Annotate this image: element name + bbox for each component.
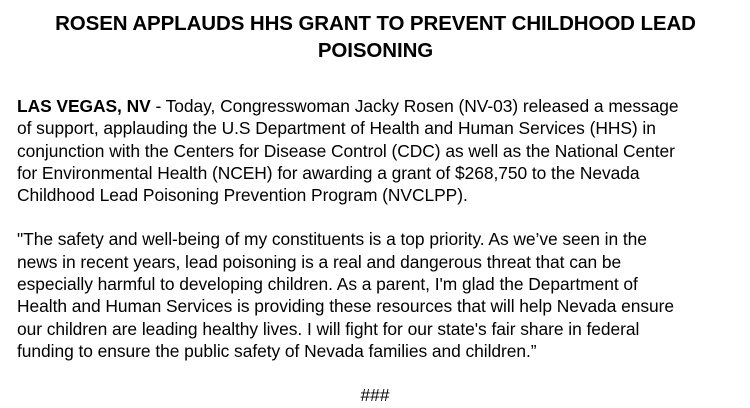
- press-release-title: [17, 10, 734, 64]
- end-mark: ###: [360, 385, 390, 405]
- dateline: LAS VEGAS, NV: [17, 96, 151, 116]
- quote-line-2: news in recent years, lead poisoning is a real and dangerous threat that can be: [17, 251, 622, 272]
- quote-line-6: funding to ensure the public safety of Nevada families and children.”: [17, 340, 537, 361]
- intro-line-3: conjunction with the Centers for Disease Control (CDC) as well as the National Center: [17, 140, 675, 161]
- intro-line-5: Childhood Lead Poisoning Prevention Program (NVCLPP).: [17, 185, 468, 206]
- title-line-1: ROSEN APPLAUDS HHS GRANT TO PREVENT CHILDHOOD LEAD: [55, 12, 696, 35]
- title-line-2: POISONING: [317, 39, 434, 62]
- quote-line-4: Health and Human Services is providing these resources that will help Nevada ensure: [17, 296, 675, 317]
- quote-paragraph: [17, 228, 734, 362]
- quote-line-5: our children are leading healthy lives. I will fight for our state's fair share in federal: [17, 318, 640, 339]
- quote-line-3: especially harmful to developing children. As a parent, I'm glad the Department of: [17, 274, 638, 295]
- intro-line-2: of support, applauding the U.S Department of Health and Human Services (HHS) in: [17, 118, 656, 139]
- intro-line-4: for Environmental Health (NCEH) for awarding a grant of $268,750 to the Nevada: [17, 162, 640, 183]
- quote-line-1: "The safety and well-being of my constituents is a top priority. As we’ve seen in the: [17, 229, 647, 250]
- intro-line-1: - Today, Congresswoman Jacky Rosen (NV-03) released a message: [150, 96, 679, 116]
- intro-paragraph: [17, 95, 734, 206]
